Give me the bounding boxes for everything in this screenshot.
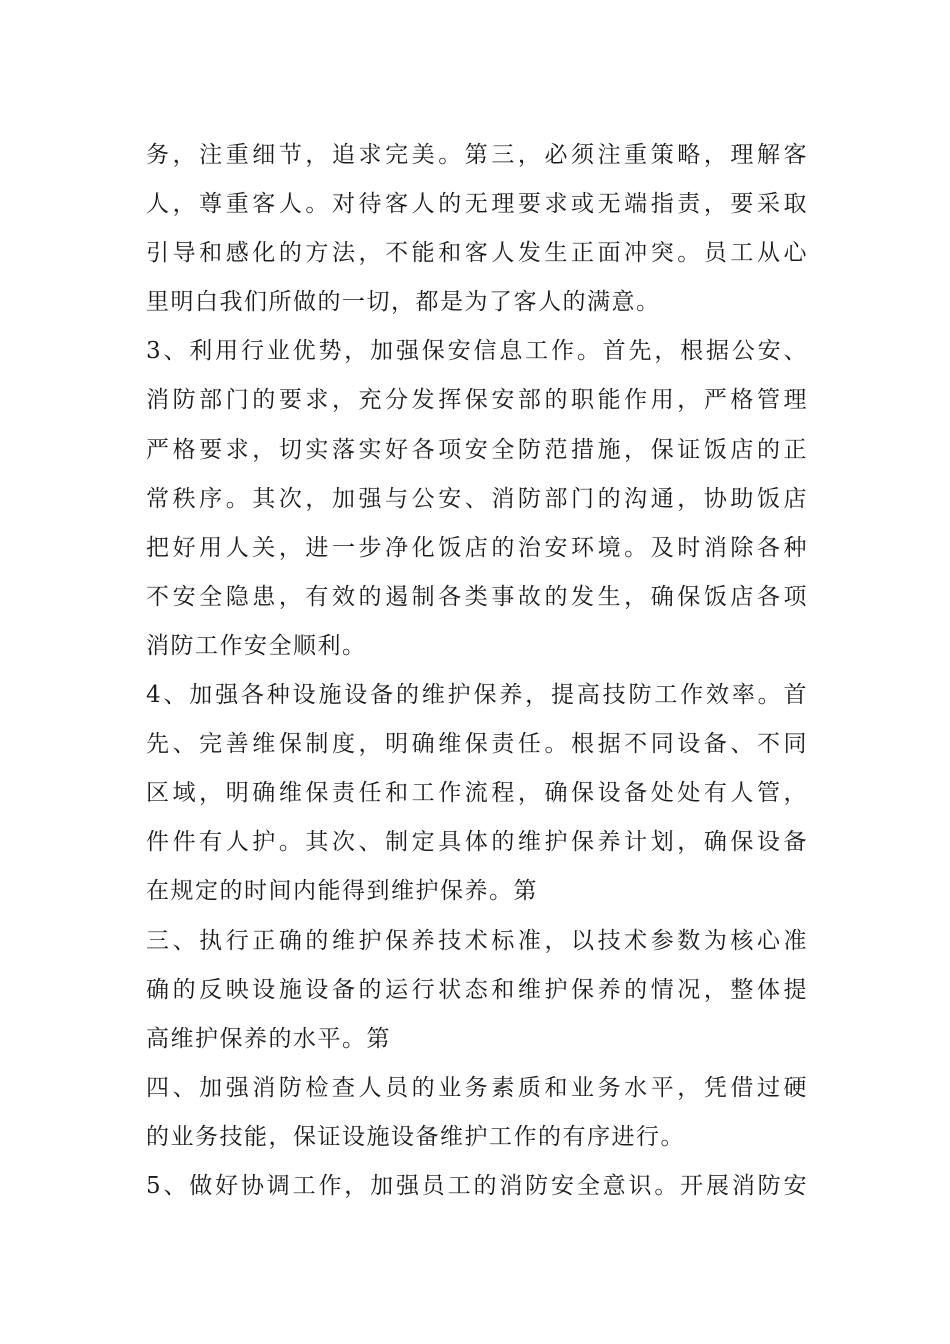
text-line: 在规定的时间内能得到维护保养。第 xyxy=(146,878,538,905)
text-line: 先、完善维保制度，明确维保责任。根据不同设备、不同 xyxy=(146,731,808,758)
body-text xyxy=(146,131,808,1211)
text-line: 务，注重细节，追求完美。第三，必须注重策略，理解客 xyxy=(146,142,808,168)
text-line: 四、加强消防检查人员的业务素质和业务水平，凭借过硬 xyxy=(146,1074,808,1101)
text-line: 消防工作安全顺利。 xyxy=(146,632,367,659)
text-line: 确的反映设施设备的运行状态和维护保养的情况，整体提 xyxy=(146,976,808,1003)
text-line: 三、执行正确的维护保养技术标准，以技术参数为核心准 xyxy=(146,927,808,954)
text-line: 把好用人关，进一步净化饭店的治安环境。及时消除各种 xyxy=(146,534,808,561)
text-line: 5、做好协调工作，加强员工的消防安全意识。开展消防安 xyxy=(146,1172,808,1199)
text-line: 引导和感化的方法，不能和客人发生正面冲突。员工从心 xyxy=(146,240,808,267)
text-line: 的业务技能，保证设施设备维护工作的有序进行。 xyxy=(146,1123,685,1150)
text-line: 3、利用行业优势，加强保安信息工作。首先，根据公安、 xyxy=(146,338,808,365)
text-line: 消防部门的要求，充分发挥保安部的职能作用，严格管理 xyxy=(146,387,808,414)
text-line: 不安全隐患，有效的遏制各类事故的发生，确保饭店各项 xyxy=(146,583,808,610)
text-line: 严格要求，切实落实好各项安全防范措施，保证饭店的正 xyxy=(146,436,808,463)
text-line: 里明白我们所做的一切，都是为了客人的满意。 xyxy=(146,289,661,316)
text-line: 高维护保养的水平。第 xyxy=(146,1025,391,1052)
text-line: 区域，明确维保责任和工作流程，确保设备处处有人管， xyxy=(146,780,808,807)
text-line: 常秩序。其次，加强与公安、消防部门的沟通，协助饭店 xyxy=(146,485,808,512)
text-line: 件件有人护。其次、制定具体的维护保养计划，确保设备 xyxy=(146,829,808,856)
text-line: 4、加强各种设施设备的维护保养，提高技防工作效率。首 xyxy=(146,682,808,709)
text-line: 人，尊重客人。对待客人的无理要求或无端指责，要采取 xyxy=(146,191,808,218)
